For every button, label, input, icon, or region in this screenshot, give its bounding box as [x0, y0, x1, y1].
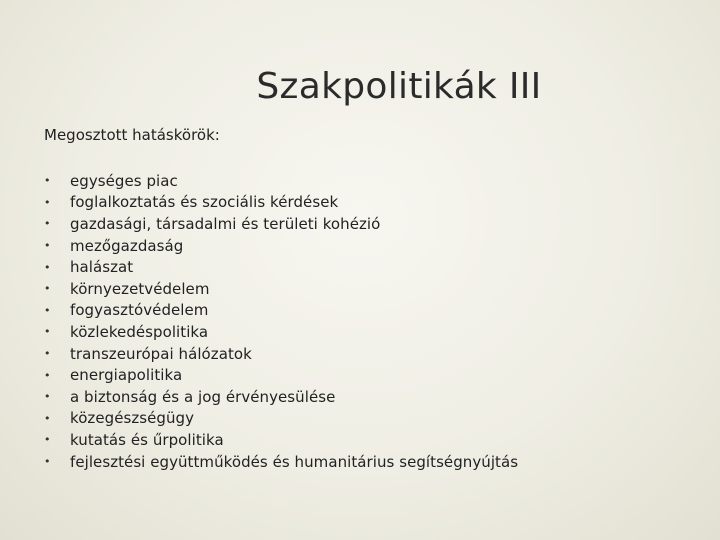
- list-item: [44, 300, 518, 322]
- bullet-icon: •: [44, 260, 51, 274]
- list-item: [44, 321, 518, 343]
- bullet-icon: •: [44, 303, 51, 317]
- list-item: [44, 256, 518, 278]
- list-item-text: fejlesztési együttműködés és humanitárius segítségnyújtás: [70, 452, 519, 471]
- list-item-text: halászat: [70, 258, 134, 277]
- bullet-icon: •: [44, 282, 51, 296]
- list-item: [44, 235, 518, 257]
- bullet-icon: •: [44, 239, 51, 253]
- list-item: [44, 192, 518, 214]
- bullet-icon: •: [44, 433, 51, 447]
- list-item-text: közlekedéspolitika: [70, 322, 209, 341]
- list-item-text: energiapolitika: [70, 366, 183, 385]
- list-item-text: gazdasági, társadalmi és területi kohézió: [70, 214, 381, 233]
- bullet-icon: •: [44, 455, 51, 469]
- list-item-text: kutatás és űrpolitika: [70, 430, 224, 449]
- list-item: [44, 364, 518, 386]
- bullet-icon: •: [44, 368, 51, 382]
- list-item: [44, 170, 518, 192]
- section-heading: Megosztott hatáskörök:: [44, 126, 220, 144]
- list-item: [44, 213, 518, 235]
- list-item-text: a biztonság és a jog érvényesülése: [70, 387, 336, 406]
- shared-competences-list: [44, 170, 518, 472]
- list-item-text: foglalkoztatás és szociális kérdések: [70, 193, 339, 212]
- list-item: [44, 408, 518, 430]
- bullet-icon: •: [44, 325, 51, 339]
- bullet-icon: •: [44, 390, 51, 404]
- list-item-text: transzeurópai hálózatok: [70, 344, 252, 363]
- bullet-icon: •: [44, 347, 51, 361]
- list-item: [44, 451, 518, 473]
- list-item: [44, 343, 518, 365]
- list-item-text: közegészségügy: [70, 409, 195, 428]
- bullet-icon: •: [44, 217, 51, 231]
- list-item-text: környezetvédelem: [70, 279, 210, 298]
- list-item: [44, 278, 518, 300]
- list-item-text: fogyasztóvédelem: [70, 301, 209, 320]
- slide-title: Szakpolitikák III: [256, 66, 542, 108]
- list-item: [44, 429, 518, 451]
- bullet-icon: •: [44, 195, 51, 209]
- list-item-text: mezőgazdaság: [70, 236, 184, 255]
- list-item: [44, 386, 518, 408]
- bullet-icon: •: [44, 174, 51, 188]
- bullet-icon: •: [44, 411, 51, 425]
- list-item-text: egységes piac: [70, 171, 178, 190]
